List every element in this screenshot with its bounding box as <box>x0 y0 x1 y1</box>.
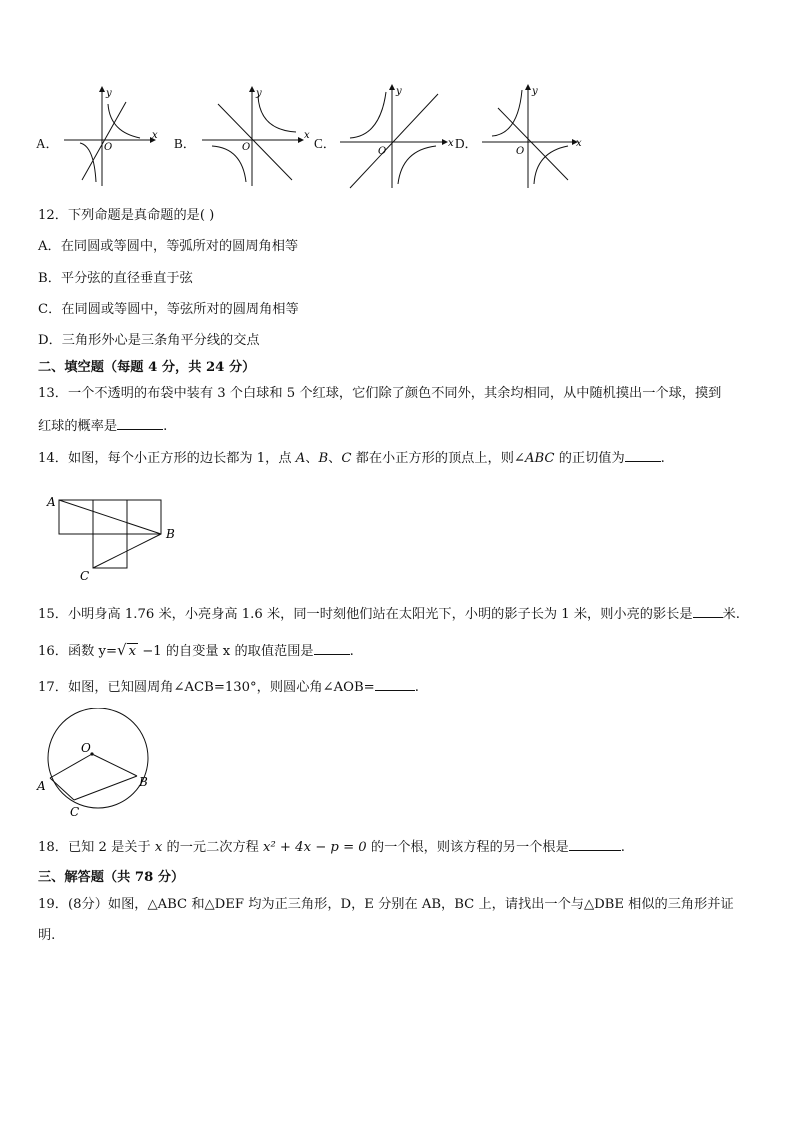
q14-end: . <box>660 451 665 466</box>
q14-text-1: 14．如图，每个小正方形的边长都为 1，点 <box>38 451 296 466</box>
separator: 、 <box>328 451 342 466</box>
sqrt-sign: √ <box>117 641 127 659</box>
q18-stem <box>38 836 625 857</box>
label-a: A <box>37 779 46 793</box>
option-b-label: B． <box>174 136 196 151</box>
q14-stem <box>38 447 665 468</box>
q13-end: . <box>163 419 168 434</box>
x-axis-label: x <box>448 138 454 149</box>
label-a: A <box>47 495 56 509</box>
q13-line1: 13．一个不透明的布袋中装有 3 个白球和 5 个红球，它们除了颜色不同外，其余均相同，从中随机摸出一个球，摸到 <box>38 386 722 401</box>
y-axis-label: y <box>256 88 262 99</box>
label-c: C <box>80 569 90 583</box>
q19-line2: 明. <box>38 928 56 943</box>
label-b: B <box>139 775 148 789</box>
origin-label: O <box>104 142 113 153</box>
section-3-heading: 三、解答题（共 78 分） <box>38 870 185 885</box>
q14-text-2: 都在小正方形的顶点上，则∠ <box>351 451 525 466</box>
q16-text-2: −1 的自变量 x 的取值范围是 <box>138 644 314 659</box>
q18-end: . <box>620 840 625 855</box>
option-c-label: C． <box>314 136 336 151</box>
q12-option-d: D．三角形外心是三条角平分线的交点 <box>38 333 260 348</box>
graph-option-b <box>198 84 314 188</box>
q18-text-3: 的一个根，则该方程的另一个根是 <box>366 840 569 855</box>
answer-blank <box>117 415 163 430</box>
q15-stem <box>38 603 740 624</box>
label-o: O <box>81 741 91 755</box>
angle-abc: ABC <box>524 451 555 466</box>
option-a-label: A． <box>36 136 59 151</box>
answer-blank <box>314 640 350 655</box>
label-c: C <box>70 805 80 819</box>
q12-option-b: B．平分弦的直径垂直于弦 <box>38 271 193 286</box>
label-b: B <box>166 527 175 541</box>
q13-text: 红球的概率是 <box>38 419 118 434</box>
answer-blank <box>375 676 415 691</box>
x-axis-label: x <box>304 130 310 141</box>
graph-option-c <box>336 80 458 190</box>
x-axis-label: x <box>576 138 582 149</box>
q16-end: . <box>349 644 354 659</box>
graph-option-d <box>478 80 584 190</box>
q12-option-a: A．在同圆或等圆中，等弧所对的圆周角相等 <box>38 239 299 254</box>
q13-line2 <box>38 415 167 436</box>
option-d-label: D． <box>455 136 478 151</box>
q19-line1: 19．(8分）如图，△ABC 和△DEF 均为正三角形，D，E 分别在 AB，BC 上，请找出一个与△DBE 相似的三角形并证 <box>38 897 734 912</box>
point-a: A <box>295 451 306 466</box>
q15-end: 米. <box>722 607 740 622</box>
answer-blank <box>693 603 723 618</box>
section-2-heading: 二、填空题（每题 4 分，共 24 分） <box>38 360 256 375</box>
q17-text: 17．如图，已知圆周角∠ACB=130°，则圆心角∠AOB= <box>38 680 375 695</box>
q12-stem: 12．下列命题是真命题的是( ) <box>38 208 215 223</box>
q16-stem <box>38 640 354 661</box>
graph-option-a <box>60 84 160 188</box>
q18-text-2: 的一元二次方程 <box>162 840 264 855</box>
answer-blank <box>569 836 621 851</box>
q16-text-1: 16．函数 y= <box>38 644 118 659</box>
q17-circle-figure <box>34 708 158 820</box>
point-c: C <box>341 451 352 466</box>
origin-label: O <box>516 146 525 157</box>
y-axis-label: y <box>396 86 402 97</box>
q17-stem <box>38 676 419 697</box>
radicand: x <box>128 644 137 659</box>
variable-x: x <box>154 840 163 855</box>
y-axis-label: y <box>106 88 112 99</box>
q14-text-3: 的正切值为 <box>554 451 625 466</box>
q15-text: 15．小明身高 1.76 米，小亮身高 1.6 米，同一时刻他们站在太阳光下，小明的影子长为 1 米，则小亮的影长是 <box>38 607 693 622</box>
q18-text-1: 18．已知 2 是关于 <box>38 840 155 855</box>
q17-end: . <box>414 680 419 695</box>
point-b: B <box>318 451 329 466</box>
x-axis-label: x <box>152 130 158 141</box>
separator: 、 <box>305 451 319 466</box>
q14-grid-figure <box>42 492 182 584</box>
quadratic-equation: x² + 4x − p = 0 <box>263 840 367 855</box>
origin-label: O <box>242 142 251 153</box>
q12-option-c: C．在同圆或等圆中，等弦所对的圆周角相等 <box>38 302 299 317</box>
y-axis-label: y <box>532 86 538 97</box>
answer-blank <box>625 447 661 462</box>
origin-label: O <box>378 146 387 157</box>
